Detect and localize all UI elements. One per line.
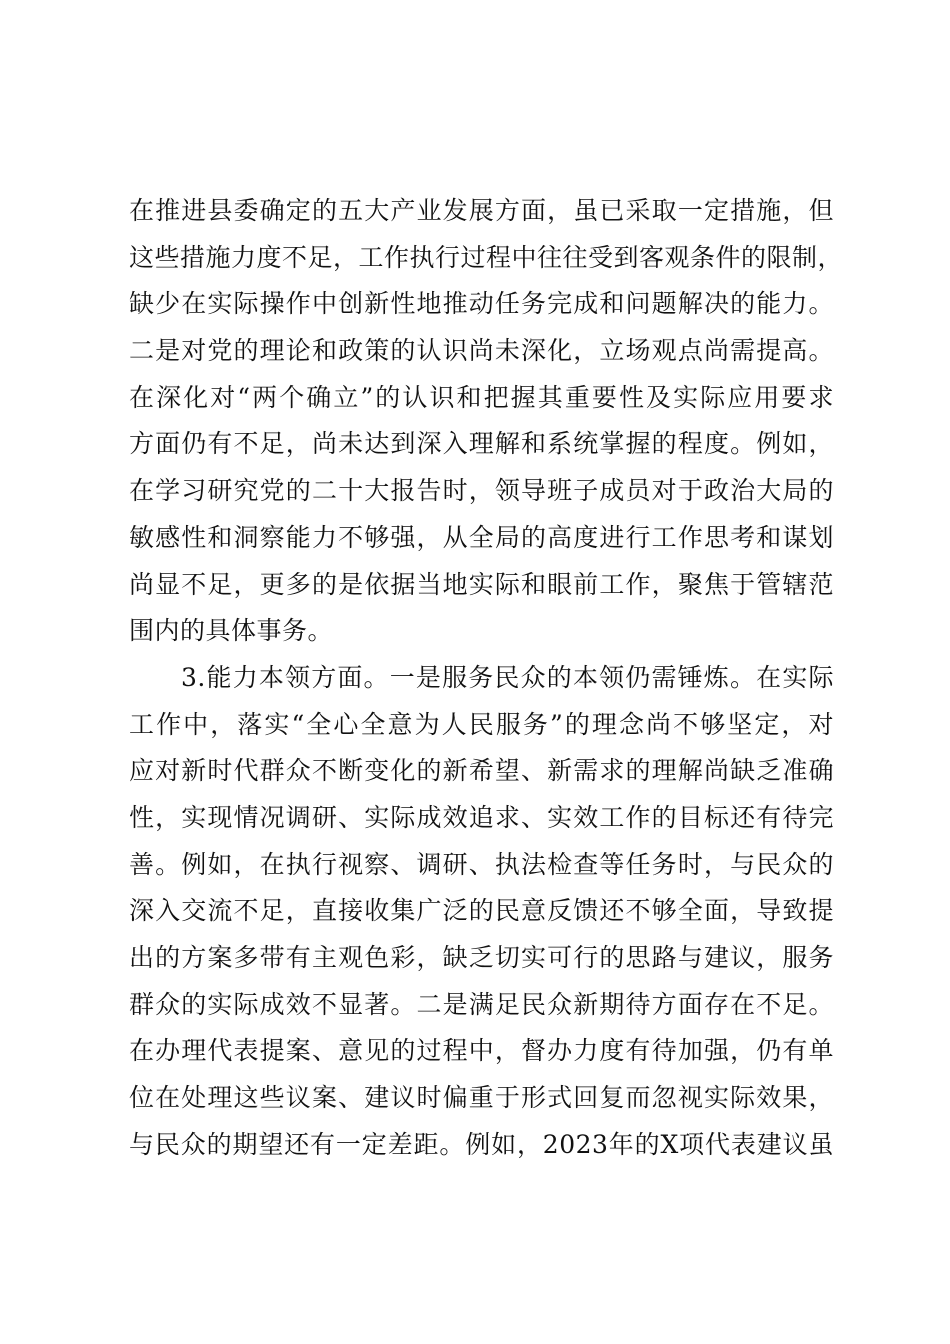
paragraph-end-line: 围内的具体事务。: [129, 616, 334, 646]
text-line: 在推进县委确定的五大产业发展方面，虽已采取一定措施，但: [129, 196, 834, 225]
text-line: 方面仍有不足，尚未达到深入理解和系统掌握的程度。例如，: [129, 429, 834, 459]
text-line: 缺少在实际操作中创新性地推动任务完成和问题解决的能力。: [129, 289, 834, 319]
body-text: [129, 188, 844, 1168]
text-line: 尚显不足，更多的是依据当地实际和眼前工作，聚焦于管辖范: [129, 569, 834, 599]
text-line: 敏感性和洞察能力不够强，从全局的高度进行工作思考和谋划: [129, 522, 834, 552]
section-heading-line: 3.能力本领方面。一是服务民众的本领仍需锤炼。在实际: [181, 662, 834, 692]
text-line: 与民众的期望还有一定差距。例如，2023年的X项代表建议虽: [129, 1129, 834, 1159]
text-line: 工作中，落实“全心全意为人民服务”的理念尚不够坚定，对: [129, 709, 834, 739]
text-line: 这些措施力度不足，工作执行过程中往往受到客观条件的限制，: [129, 242, 844, 272]
text-line: 性，实现情况调研、实际成效追求、实效工作的目标还有待完: [129, 802, 834, 832]
text-line: 群众的实际成效不显著。二是满足民众新期待方面存在不足。: [129, 989, 834, 1019]
text-line: 在学习研究党的二十大报告时，领导班子成员对于政治大局的: [129, 476, 834, 506]
text-line: 善。例如，在执行视察、调研、执法检查等任务时，与民众的: [129, 849, 834, 879]
text-line: 二是对党的理论和政策的认识尚未深化，立场观点尚需提高。: [129, 336, 834, 366]
text-line: 应对新时代群众不断变化的新希望、新需求的理解尚缺乏准确: [129, 756, 834, 786]
text-line: 在深化对“两个确立”的认识和把握其重要性及实际应用要求: [129, 382, 834, 412]
text-line: 深入交流不足，直接收集广泛的民意反馈还不够全面，导致提: [129, 896, 834, 926]
text-line: 在办理代表提案、意见的过程中，督办力度有待加强，仍有单: [129, 1036, 834, 1066]
text-line: 出的方案多带有主观色彩，缺乏切实可行的思路与建议，服务: [129, 943, 834, 972]
text-line: 位在处理这些议案、建议时偏重于形式回复而忽视实际效果，: [129, 1083, 834, 1113]
